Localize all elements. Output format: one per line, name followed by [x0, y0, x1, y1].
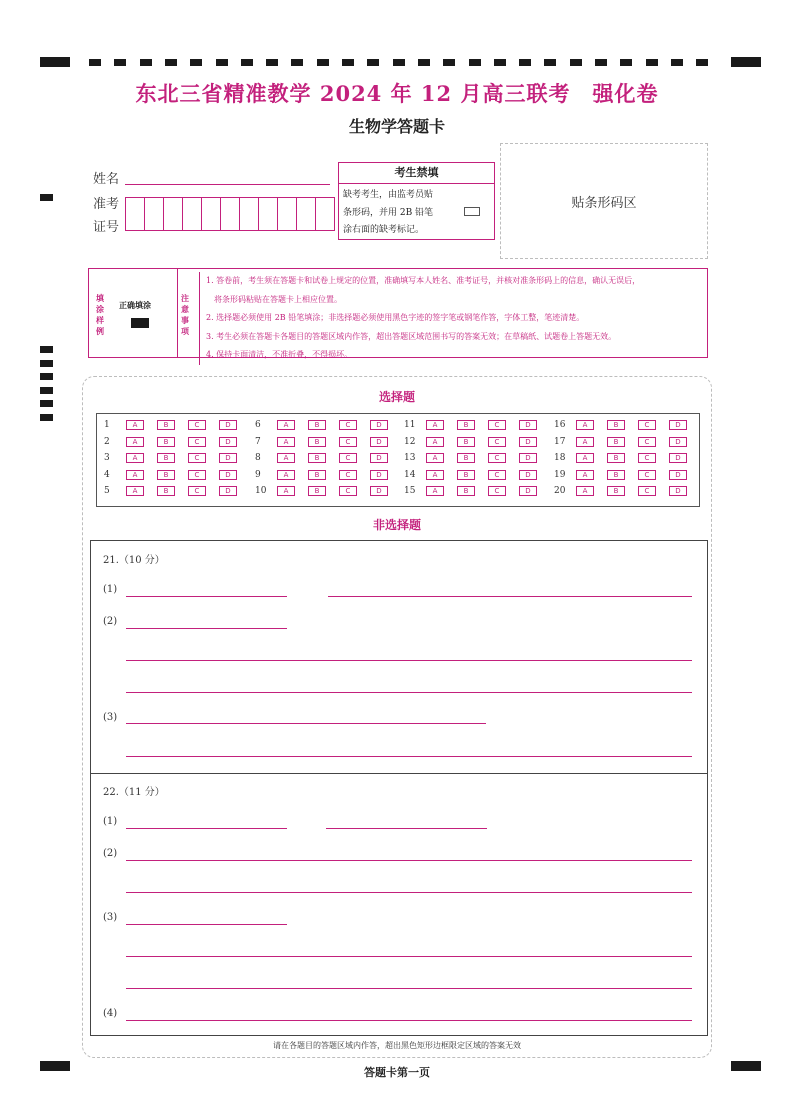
q21-part-3-answer-a[interactable]: [126, 723, 486, 724]
timing-mark: [291, 59, 303, 66]
choice-question-number: 20: [554, 486, 566, 496]
fill-example-label: 填涂样例: [96, 294, 104, 336]
choice-question-number: 13: [404, 453, 416, 463]
q22-part-1-answer-b[interactable]: [326, 828, 487, 829]
exam-id-cell[interactable]: [278, 198, 297, 230]
choice-option-c[interactable]: C: [188, 437, 206, 447]
choice-option-c[interactable]: C: [188, 420, 206, 430]
choice-option-a[interactable]: A: [576, 486, 594, 496]
absent-box-line-3: 涂右面的缺考标记。: [343, 225, 425, 235]
choice-question-row: [404, 420, 550, 430]
footer-notice: 请在各题目的答题区域内作答，超出黑色矩形边框限定区域的答案无效: [273, 1041, 521, 1050]
q22-part-2-answer-a[interactable]: [126, 860, 692, 861]
choice-option-d[interactable]: D: [370, 420, 388, 430]
choice-option-d[interactable]: D: [669, 486, 687, 496]
choice-option-d[interactable]: D: [219, 420, 237, 430]
choice-question-row: [404, 453, 550, 463]
exam-id-cell[interactable]: [145, 198, 164, 230]
choice-question-number: 19: [554, 469, 566, 480]
exam-id-cell[interactable]: [259, 198, 278, 230]
timing-mark: [89, 59, 101, 66]
exam-id-label-1: 准考: [93, 197, 120, 212]
choice-option-b[interactable]: B: [457, 453, 475, 463]
choice-option-c[interactable]: C: [638, 437, 656, 447]
choice-question-row: [554, 453, 700, 463]
choice-option-a[interactable]: A: [277, 453, 295, 463]
timing-mark: [469, 59, 481, 66]
choice-option-c[interactable]: C: [339, 420, 357, 430]
choice-question-row: [255, 437, 401, 447]
choice-option-d[interactable]: D: [370, 437, 388, 447]
choice-option-b[interactable]: B: [607, 486, 625, 496]
choice-question-number: 12: [404, 436, 416, 447]
absent-box-line-1: 缺考考生，由监考员贴: [343, 190, 434, 200]
timing-mark-top-left: [40, 57, 70, 67]
barcode-area: [500, 143, 708, 259]
q22-part-4-label: (4): [103, 1008, 118, 1019]
choice-option-c[interactable]: C: [638, 420, 656, 430]
choice-question-row: [404, 470, 550, 480]
timing-mark: [114, 59, 126, 66]
choice-option-d[interactable]: D: [669, 453, 687, 463]
timing-mark: [241, 59, 253, 66]
choice-question-row: [255, 453, 401, 463]
choice-option-b[interactable]: B: [308, 470, 326, 480]
note-item: 2. 选择题必须使用 2B 铅笔填涂；非选择题必须使用黑色字迹的签字笔或钢笔作答，字体工整，笔迹清楚。: [206, 313, 585, 322]
q22-header: 22.（11 分）: [103, 787, 165, 798]
choice-option-d[interactable]: D: [669, 470, 687, 480]
choice-question-row: [554, 437, 700, 447]
choice-option-b[interactable]: B: [457, 420, 475, 430]
timing-mark: [393, 59, 405, 66]
choice-question-number: 17: [554, 436, 566, 447]
choice-option-a[interactable]: A: [126, 437, 144, 447]
q22-part-3-answer-c[interactable]: [126, 988, 692, 989]
choice-option-b[interactable]: B: [157, 437, 175, 447]
choice-option-a[interactable]: A: [126, 470, 144, 480]
choice-question-row: [255, 420, 401, 430]
choice-option-b[interactable]: B: [308, 486, 326, 496]
choice-option-d[interactable]: D: [669, 420, 687, 430]
choice-question-row: [554, 470, 700, 480]
q22-part-2-answer-b[interactable]: [126, 892, 692, 893]
fill-example-panel: [89, 269, 178, 357]
choice-option-c[interactable]: C: [339, 453, 357, 463]
q21-part-1-answer-b[interactable]: [328, 596, 692, 597]
filled-bubble-example: [131, 318, 149, 328]
choice-option-c[interactable]: C: [488, 470, 506, 480]
q22-part-3-label: (3): [103, 912, 118, 923]
choice-question-row: [104, 453, 250, 463]
choice-option-a[interactable]: A: [126, 486, 144, 496]
choice-option-a[interactable]: A: [426, 470, 444, 480]
choice-option-c[interactable]: C: [339, 470, 357, 480]
name-label: 姓名: [93, 172, 120, 187]
exam-id-cell[interactable]: [126, 198, 145, 230]
choice-option-d[interactable]: D: [370, 486, 388, 496]
choice-option-a[interactable]: A: [426, 437, 444, 447]
choice-question-row: [104, 437, 250, 447]
q21-part-1-answer-a[interactable]: [126, 596, 287, 597]
choice-question-number: 4: [104, 469, 110, 480]
choice-option-b[interactable]: B: [607, 420, 625, 430]
choice-option-d[interactable]: D: [669, 437, 687, 447]
timing-mark: [418, 59, 430, 66]
choice-option-d[interactable]: D: [519, 420, 537, 430]
choice-option-a[interactable]: A: [426, 420, 444, 430]
q22-part-1-answer-a[interactable]: [126, 828, 287, 829]
choice-option-d[interactable]: D: [370, 453, 388, 463]
exam-id-cell[interactable]: [316, 198, 334, 230]
choice-option-a[interactable]: A: [576, 470, 594, 480]
absent-box-line-2: 条形码，并用 2B 铅笔: [343, 208, 434, 218]
choice-question-row: [404, 437, 550, 447]
choice-option-c[interactable]: C: [188, 486, 206, 496]
note-item: 将条形码粘贴在答题卡上相应位置。: [206, 294, 342, 304]
choice-option-c[interactable]: C: [638, 453, 656, 463]
note-item: 4. 保持卡面清洁，不准折叠，不得损坏。: [206, 350, 353, 359]
absent-box-title: 考生禁填: [339, 163, 494, 184]
timing-mark: [40, 414, 53, 421]
exam-id-cell[interactable]: [240, 198, 259, 230]
page-subtitle: 生物学答题卡: [348, 117, 445, 136]
choice-option-b[interactable]: B: [157, 453, 175, 463]
choice-option-a[interactable]: A: [277, 437, 295, 447]
note-item: 1. 答卷前，考生须在答题卡和试卷上规定的位置，准确填写本人姓名、准考证号，并核对准条形码上的信息，确认无误后，: [206, 276, 641, 285]
choice-option-d[interactable]: D: [219, 470, 237, 480]
notes-label: 注意事项: [181, 294, 189, 336]
page-title: 东北三省精准教学 2024 年 12 月高三联考 强化卷: [135, 81, 659, 106]
choice-question-number: 18: [554, 453, 566, 463]
q22-part-3-answer-a[interactable]: [126, 924, 287, 925]
nonchoice-section-title: 非选择题: [372, 518, 421, 532]
q22-part-3-answer-b[interactable]: [126, 956, 692, 957]
timing-mark: [570, 59, 582, 66]
q22-part-2-label: (2): [103, 848, 118, 859]
absent-mark-box[interactable]: [464, 207, 480, 216]
q21-part-3-label: (3): [103, 712, 118, 723]
q21-header: 21.（10 分）: [103, 555, 165, 566]
choice-option-c[interactable]: C: [488, 437, 506, 447]
q21-part-1-label: (1): [103, 584, 118, 595]
choice-option-d[interactable]: D: [519, 470, 537, 480]
timing-mark: [544, 59, 556, 66]
timing-mark: [165, 59, 177, 66]
q22-part-1-label: (1): [103, 816, 118, 827]
timing-mark: [646, 59, 658, 66]
fill-example-correct-label: 正确填涂: [119, 301, 151, 310]
choice-option-d[interactable]: D: [219, 486, 237, 496]
name-field[interactable]: [125, 184, 330, 185]
timing-mark: [519, 59, 531, 66]
choice-option-a[interactable]: A: [426, 453, 444, 463]
choice-question-number: 2: [104, 436, 110, 447]
timing-mark: [190, 59, 202, 66]
choice-question-number: 3: [104, 453, 110, 463]
exam-id-grid[interactable]: [125, 197, 335, 231]
choice-question-number: 5: [104, 486, 110, 496]
choice-question-number: 8: [255, 453, 261, 463]
timing-mark: [595, 59, 607, 66]
choice-option-b[interactable]: B: [308, 453, 326, 463]
choice-question-number: 1: [104, 420, 110, 430]
choice-option-b[interactable]: B: [457, 470, 475, 480]
choice-option-b[interactable]: B: [157, 470, 175, 480]
choice-option-b[interactable]: B: [157, 420, 175, 430]
choice-option-b[interactable]: B: [607, 470, 625, 480]
choice-question-row: [104, 420, 250, 430]
exam-id-cell[interactable]: [221, 198, 240, 230]
q21-part-2-label: (2): [103, 616, 118, 627]
choice-option-a[interactable]: A: [426, 486, 444, 496]
absent-box: [338, 162, 495, 240]
choice-option-b[interactable]: B: [157, 486, 175, 496]
timing-mark: [696, 59, 708, 66]
choice-option-c[interactable]: C: [638, 486, 656, 496]
choice-option-d[interactable]: D: [519, 437, 537, 447]
choice-question-number: 7: [255, 436, 261, 447]
barcode-area-label: 贴条形码区: [571, 196, 637, 211]
timing-mark: [494, 59, 506, 66]
choice-option-a[interactable]: A: [576, 420, 594, 430]
choice-question-row: [554, 486, 700, 496]
choice-option-c[interactable]: C: [188, 453, 206, 463]
exam-id-cell[interactable]: [297, 198, 316, 230]
choice-question-number: 11: [404, 420, 416, 430]
choice-option-b[interactable]: B: [308, 420, 326, 430]
timing-mark: [671, 59, 683, 66]
choice-question-row: [255, 486, 401, 496]
choice-option-b[interactable]: B: [607, 437, 625, 447]
choice-option-a[interactable]: A: [277, 420, 295, 430]
exam-id-cell[interactable]: [183, 198, 202, 230]
choice-question-row: [554, 420, 700, 430]
timing-mark: [342, 59, 354, 66]
choice-option-a[interactable]: A: [576, 453, 594, 463]
choice-option-a[interactable]: A: [126, 420, 144, 430]
timing-mark-left-1: [40, 194, 53, 201]
question-divider: [90, 773, 707, 774]
choice-option-a[interactable]: A: [576, 437, 594, 447]
page-number: 答题卡第一页: [364, 1066, 430, 1079]
timing-mark: [443, 59, 455, 66]
choice-option-c[interactable]: C: [488, 486, 506, 496]
choice-question-number: 15: [404, 486, 416, 496]
q21-part-3-answer-b[interactable]: [126, 756, 692, 757]
choice-option-c[interactable]: C: [638, 470, 656, 480]
choice-option-c[interactable]: C: [339, 486, 357, 496]
choice-question-row: [404, 486, 550, 496]
note-item: 3. 考生必须在答题卡各题目的答题区域内作答，超出答题区域范围书写的答案无效；在草稿纸、试题卷上答题无效。: [206, 331, 617, 341]
choice-option-c[interactable]: C: [339, 437, 357, 447]
timing-mark: [140, 59, 152, 66]
choice-section-title: 选择题: [378, 390, 415, 404]
timing-mark-top-right: [731, 57, 761, 67]
exam-id-cell[interactable]: [202, 198, 221, 230]
choice-question-row: [255, 470, 401, 480]
choice-question-row: [104, 470, 250, 480]
timing-mark: [620, 59, 632, 66]
timing-mark: [40, 373, 53, 380]
choice-option-d[interactable]: D: [219, 437, 237, 447]
choice-option-a[interactable]: A: [277, 470, 295, 480]
instructions-box: [88, 268, 708, 358]
choice-option-b[interactable]: B: [457, 437, 475, 447]
timing-mark: [40, 346, 53, 353]
choice-option-d[interactable]: D: [519, 486, 537, 496]
choice-option-d[interactable]: D: [219, 453, 237, 463]
choice-option-c[interactable]: C: [488, 420, 506, 430]
choice-option-b[interactable]: B: [607, 453, 625, 463]
exam-id-cell[interactable]: [164, 198, 183, 230]
choice-question-row: [104, 486, 250, 496]
timing-mark: [367, 59, 379, 66]
choice-question-number: 10: [255, 486, 267, 496]
choice-option-c[interactable]: C: [188, 470, 206, 480]
choice-option-d[interactable]: D: [370, 470, 388, 480]
q22-part-4-answer[interactable]: [126, 1020, 692, 1021]
timing-mark: [266, 59, 278, 66]
notes-list: [199, 272, 711, 365]
q21-part-2-answer-b[interactable]: [126, 660, 692, 661]
choice-option-a[interactable]: A: [277, 486, 295, 496]
timing-mark: [216, 59, 228, 66]
choice-question-number: 16: [554, 420, 566, 430]
choice-question-number: 6: [255, 420, 261, 430]
q21-part-2-answer-c[interactable]: [126, 692, 692, 693]
exam-id-label-2: 证号: [93, 220, 120, 235]
choice-question-number: 9: [255, 469, 261, 480]
choice-option-b[interactable]: B: [457, 486, 475, 496]
timing-mark: [40, 360, 53, 367]
choice-option-b[interactable]: B: [308, 437, 326, 447]
choice-option-a[interactable]: A: [126, 453, 144, 463]
choice-question-number: 14: [404, 469, 416, 480]
choice-option-d[interactable]: D: [519, 453, 537, 463]
q21-part-2-answer-a[interactable]: [126, 628, 287, 629]
timing-mark: [317, 59, 329, 66]
choice-option-c[interactable]: C: [488, 453, 506, 463]
nonchoice-box: [90, 540, 708, 1036]
